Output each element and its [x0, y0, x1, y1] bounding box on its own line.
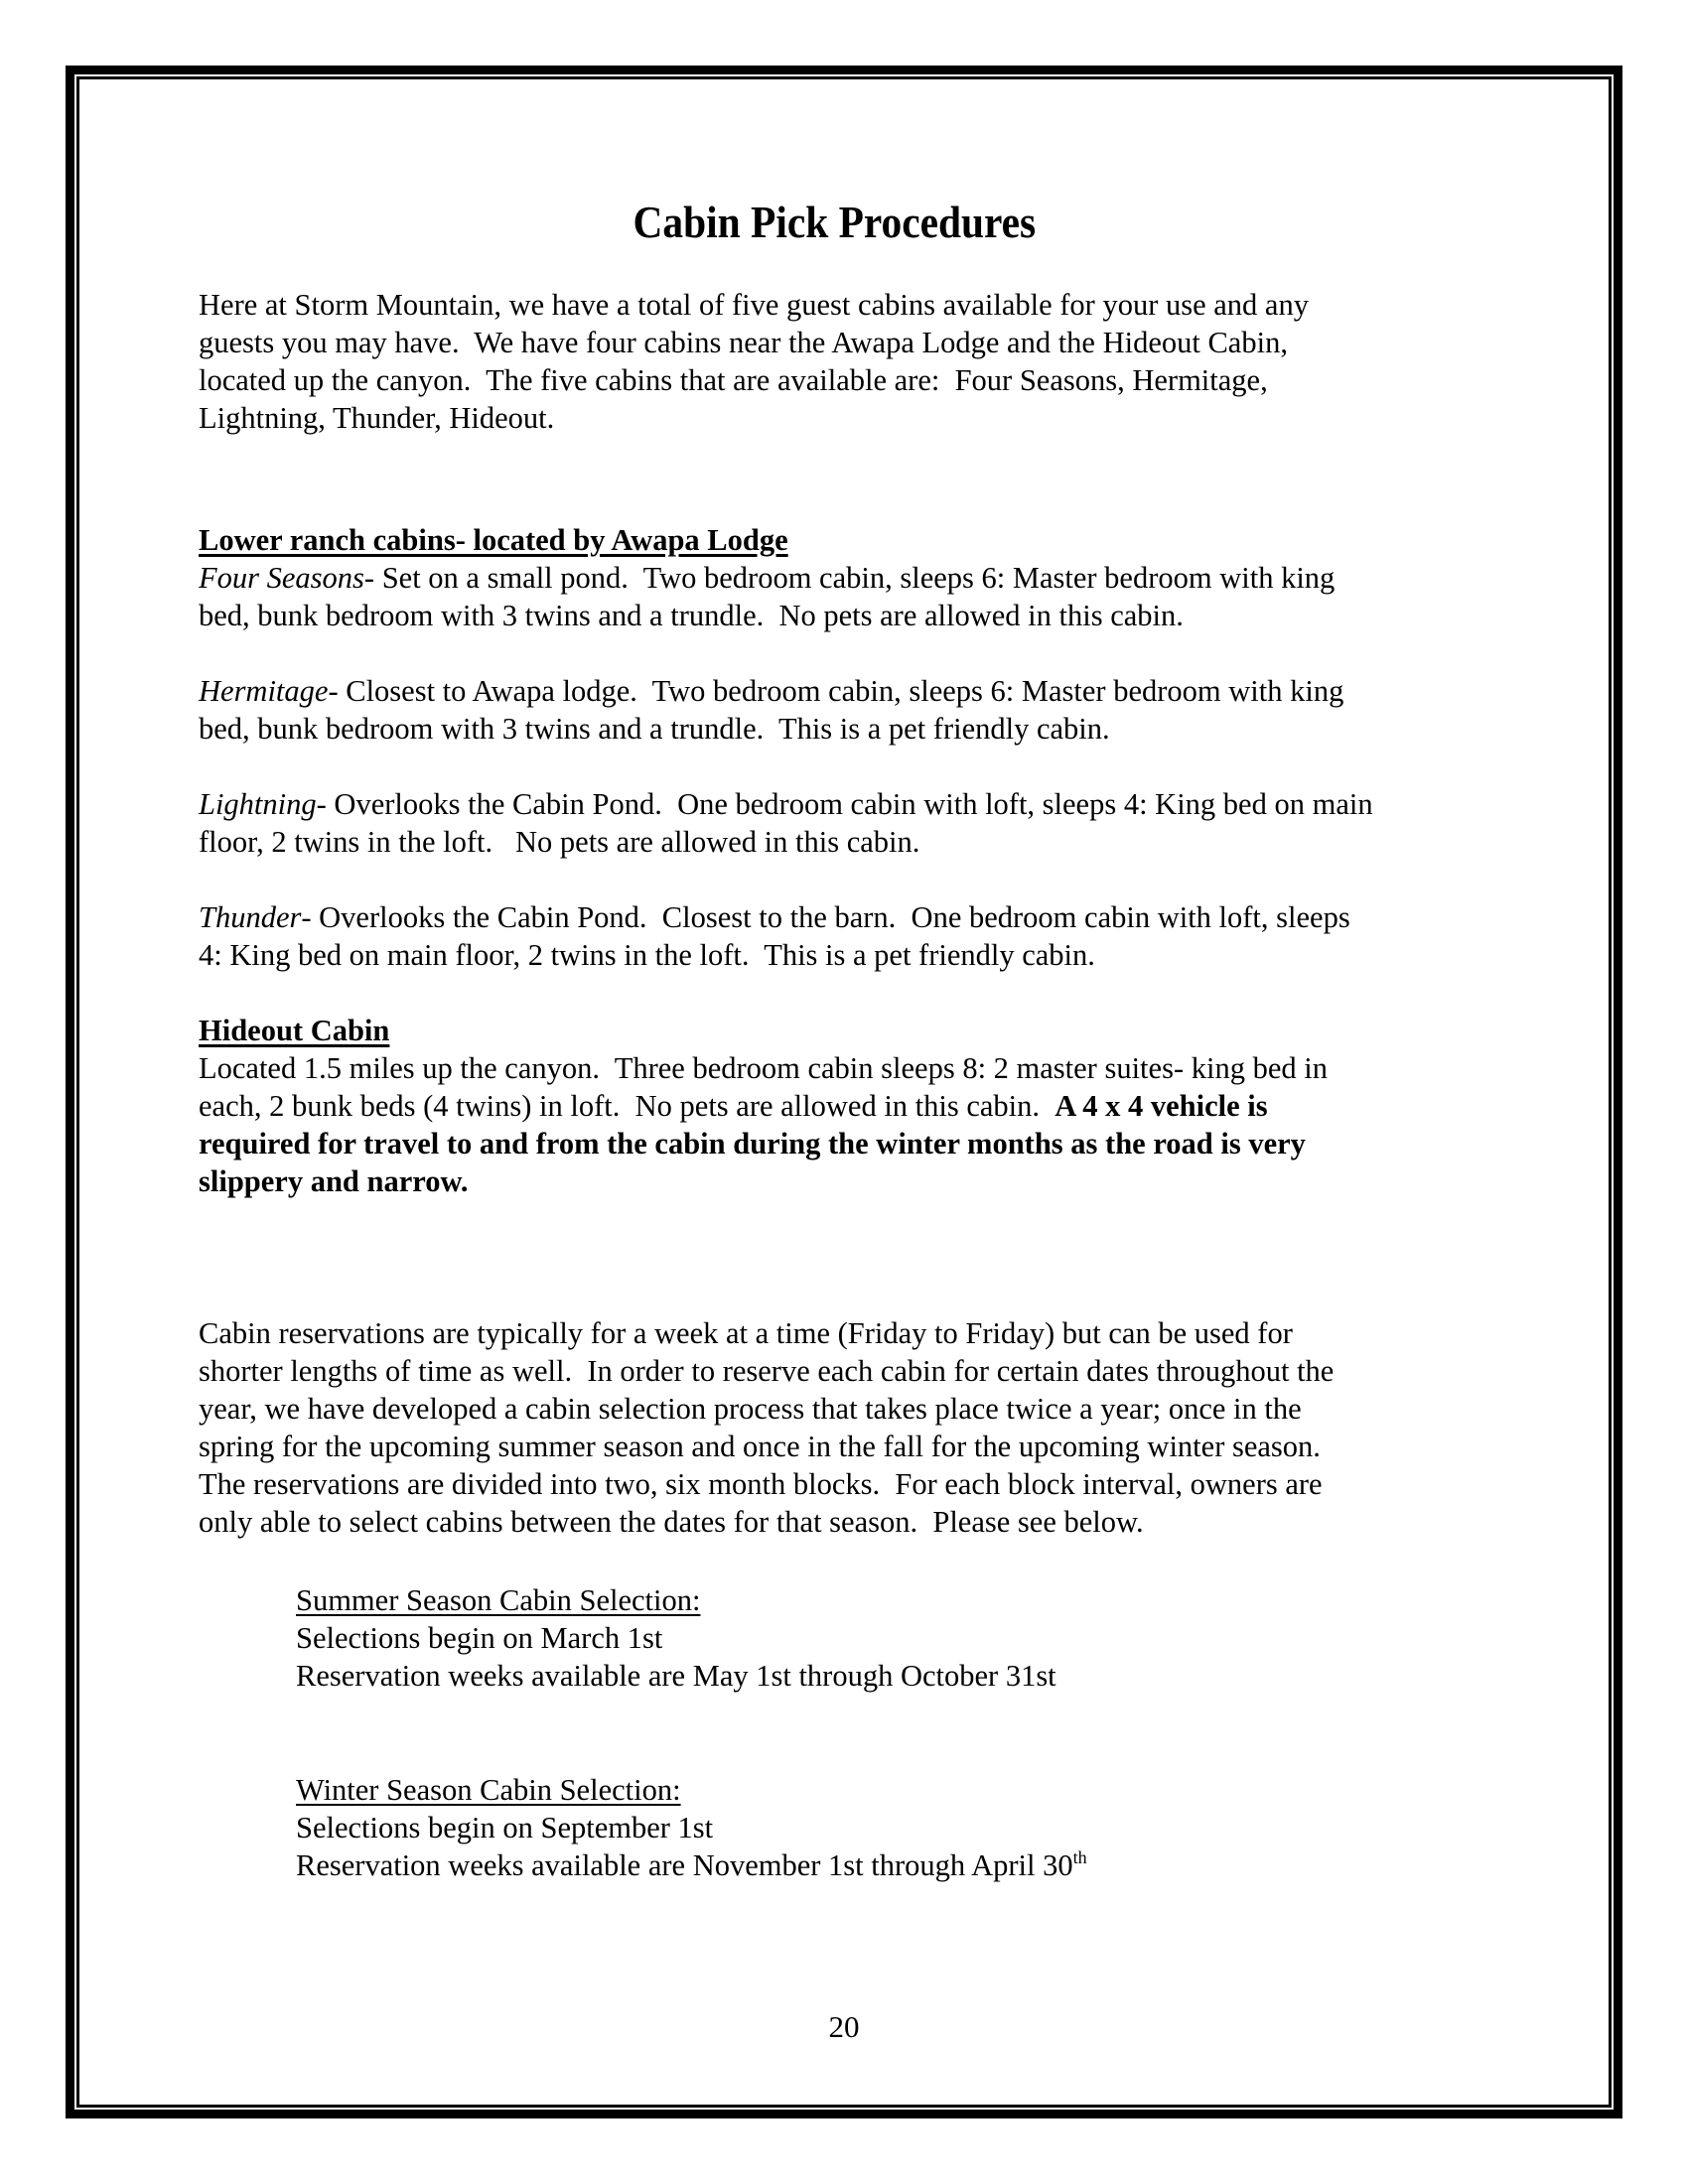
- winter-weeks: [296, 1846, 1087, 1884]
- hideout-heading: Hideout Cabin: [199, 1014, 390, 1047]
- page-number: 20: [828, 2009, 860, 2044]
- lower-ranch-heading: Lower ranch cabins- located by Awapa Lodge: [199, 523, 788, 557]
- intro-line: located up the canyon. The five cabins that are available are: Four Seasons, Hermitage,: [199, 363, 1268, 397]
- hideout-warning-line: required for travel to and from the cabin during the winter months as the road is very: [199, 1127, 1306, 1160]
- hideout-warning: A 4 x 4 vehicle is: [1055, 1089, 1268, 1123]
- cabin-four-seasons-line2: bed, bunk bedroom with 3 twins and a trundle. No pets are allowed in this cabin.: [199, 599, 1184, 632]
- cabin-description: - Overlooks the Cabin Pond. One bedroom cabin with loft, sleeps 4: King bed on main: [316, 787, 1373, 821]
- cabin-lightning-line1: [199, 785, 1373, 823]
- hideout-line: [199, 1087, 1268, 1125]
- reservations-line: spring for the upcoming summer season and once in the fall for the upcoming winter season.: [199, 1430, 1321, 1463]
- reservations-line: shorter lengths of time as well. In order to reserve each cabin for certain dates throughout the: [199, 1354, 1335, 1388]
- summer-selections: Selections begin on March 1st: [296, 1621, 663, 1655]
- cabin-name: Four Seasons: [199, 561, 364, 595]
- intro-line: Here at Storm Mountain, we have a total of five guest cabins available for your use and any: [199, 288, 1309, 322]
- intro-line: Lightning, Thunder, Hideout.: [199, 401, 555, 435]
- winter-weeks-text: Reservation weeks available are November 1st through April 30: [296, 1848, 1073, 1882]
- summer-weeks: Reservation weeks available are May 1st through October 31st: [296, 1659, 1056, 1693]
- hideout-line: Located 1.5 miles up the canyon. Three bedroom cabin sleeps 8: 2 master suites- king bed in: [199, 1051, 1328, 1085]
- cabin-name: Hermitage: [199, 674, 329, 708]
- ordinal-suffix: th: [1072, 1847, 1087, 1867]
- cabin-lightning-line2: floor, 2 twins in the loft. No pets are allowed in this cabin.: [199, 825, 920, 859]
- cabin-thunder-line1: [199, 898, 1350, 936]
- cabin-name: Lightning: [199, 787, 317, 821]
- hideout-text: each, 2 bunk beds (4 twins) in loft. No pets are allowed in this cabin.: [199, 1089, 1055, 1123]
- cabin-description: - Overlooks the Cabin Pond. Closest to the barn. One bedroom cabin with loft, sleeps: [301, 900, 1350, 934]
- cabin-hermitage-line2: bed, bunk bedroom with 3 twins and a trundle. This is a pet friendly cabin.: [199, 712, 1110, 746]
- cabin-hermitage-line1: [199, 672, 1343, 710]
- reservations-line: year, we have developed a cabin selection process that takes place twice a year; once in the: [199, 1392, 1302, 1426]
- page-title: [0, 195, 1668, 250]
- winter-heading: Winter Season Cabin Selection:: [296, 1773, 681, 1807]
- cabin-description: - Set on a small pond. Two bedroom cabin, sleeps 6: Master bedroom with king: [363, 561, 1336, 595]
- page-title-text: Cabin Pick Procedures: [633, 197, 1036, 247]
- cabin-four-seasons-line1: [199, 559, 1335, 597]
- cabin-name: Thunder: [199, 900, 302, 934]
- cabin-description: - Closest to Awapa lodge. Two bedroom cabin, sleeps 6: Master bedroom with king: [328, 674, 1344, 708]
- intro-line: guests you may have. We have four cabins near the Awapa Lodge and the Hideout Cabin,: [199, 326, 1288, 359]
- cabin-thunder-line2: 4: King bed on main floor, 2 twins in the loft. This is a pet friendly cabin.: [199, 938, 1095, 972]
- reservations-line: The reservations are divided into two, six month blocks. For each block interval, owners are: [199, 1467, 1323, 1501]
- hideout-warning-line: slippery and narrow.: [199, 1164, 469, 1198]
- winter-selections: Selections begin on September 1st: [296, 1811, 714, 1844]
- summer-heading: Summer Season Cabin Selection:: [296, 1583, 701, 1617]
- reservations-line: only able to select cabins between the dates for that season. Please see below.: [199, 1505, 1144, 1539]
- reservations-line: Cabin reservations are typically for a week at a time (Friday to Friday) but can be used for: [199, 1316, 1293, 1350]
